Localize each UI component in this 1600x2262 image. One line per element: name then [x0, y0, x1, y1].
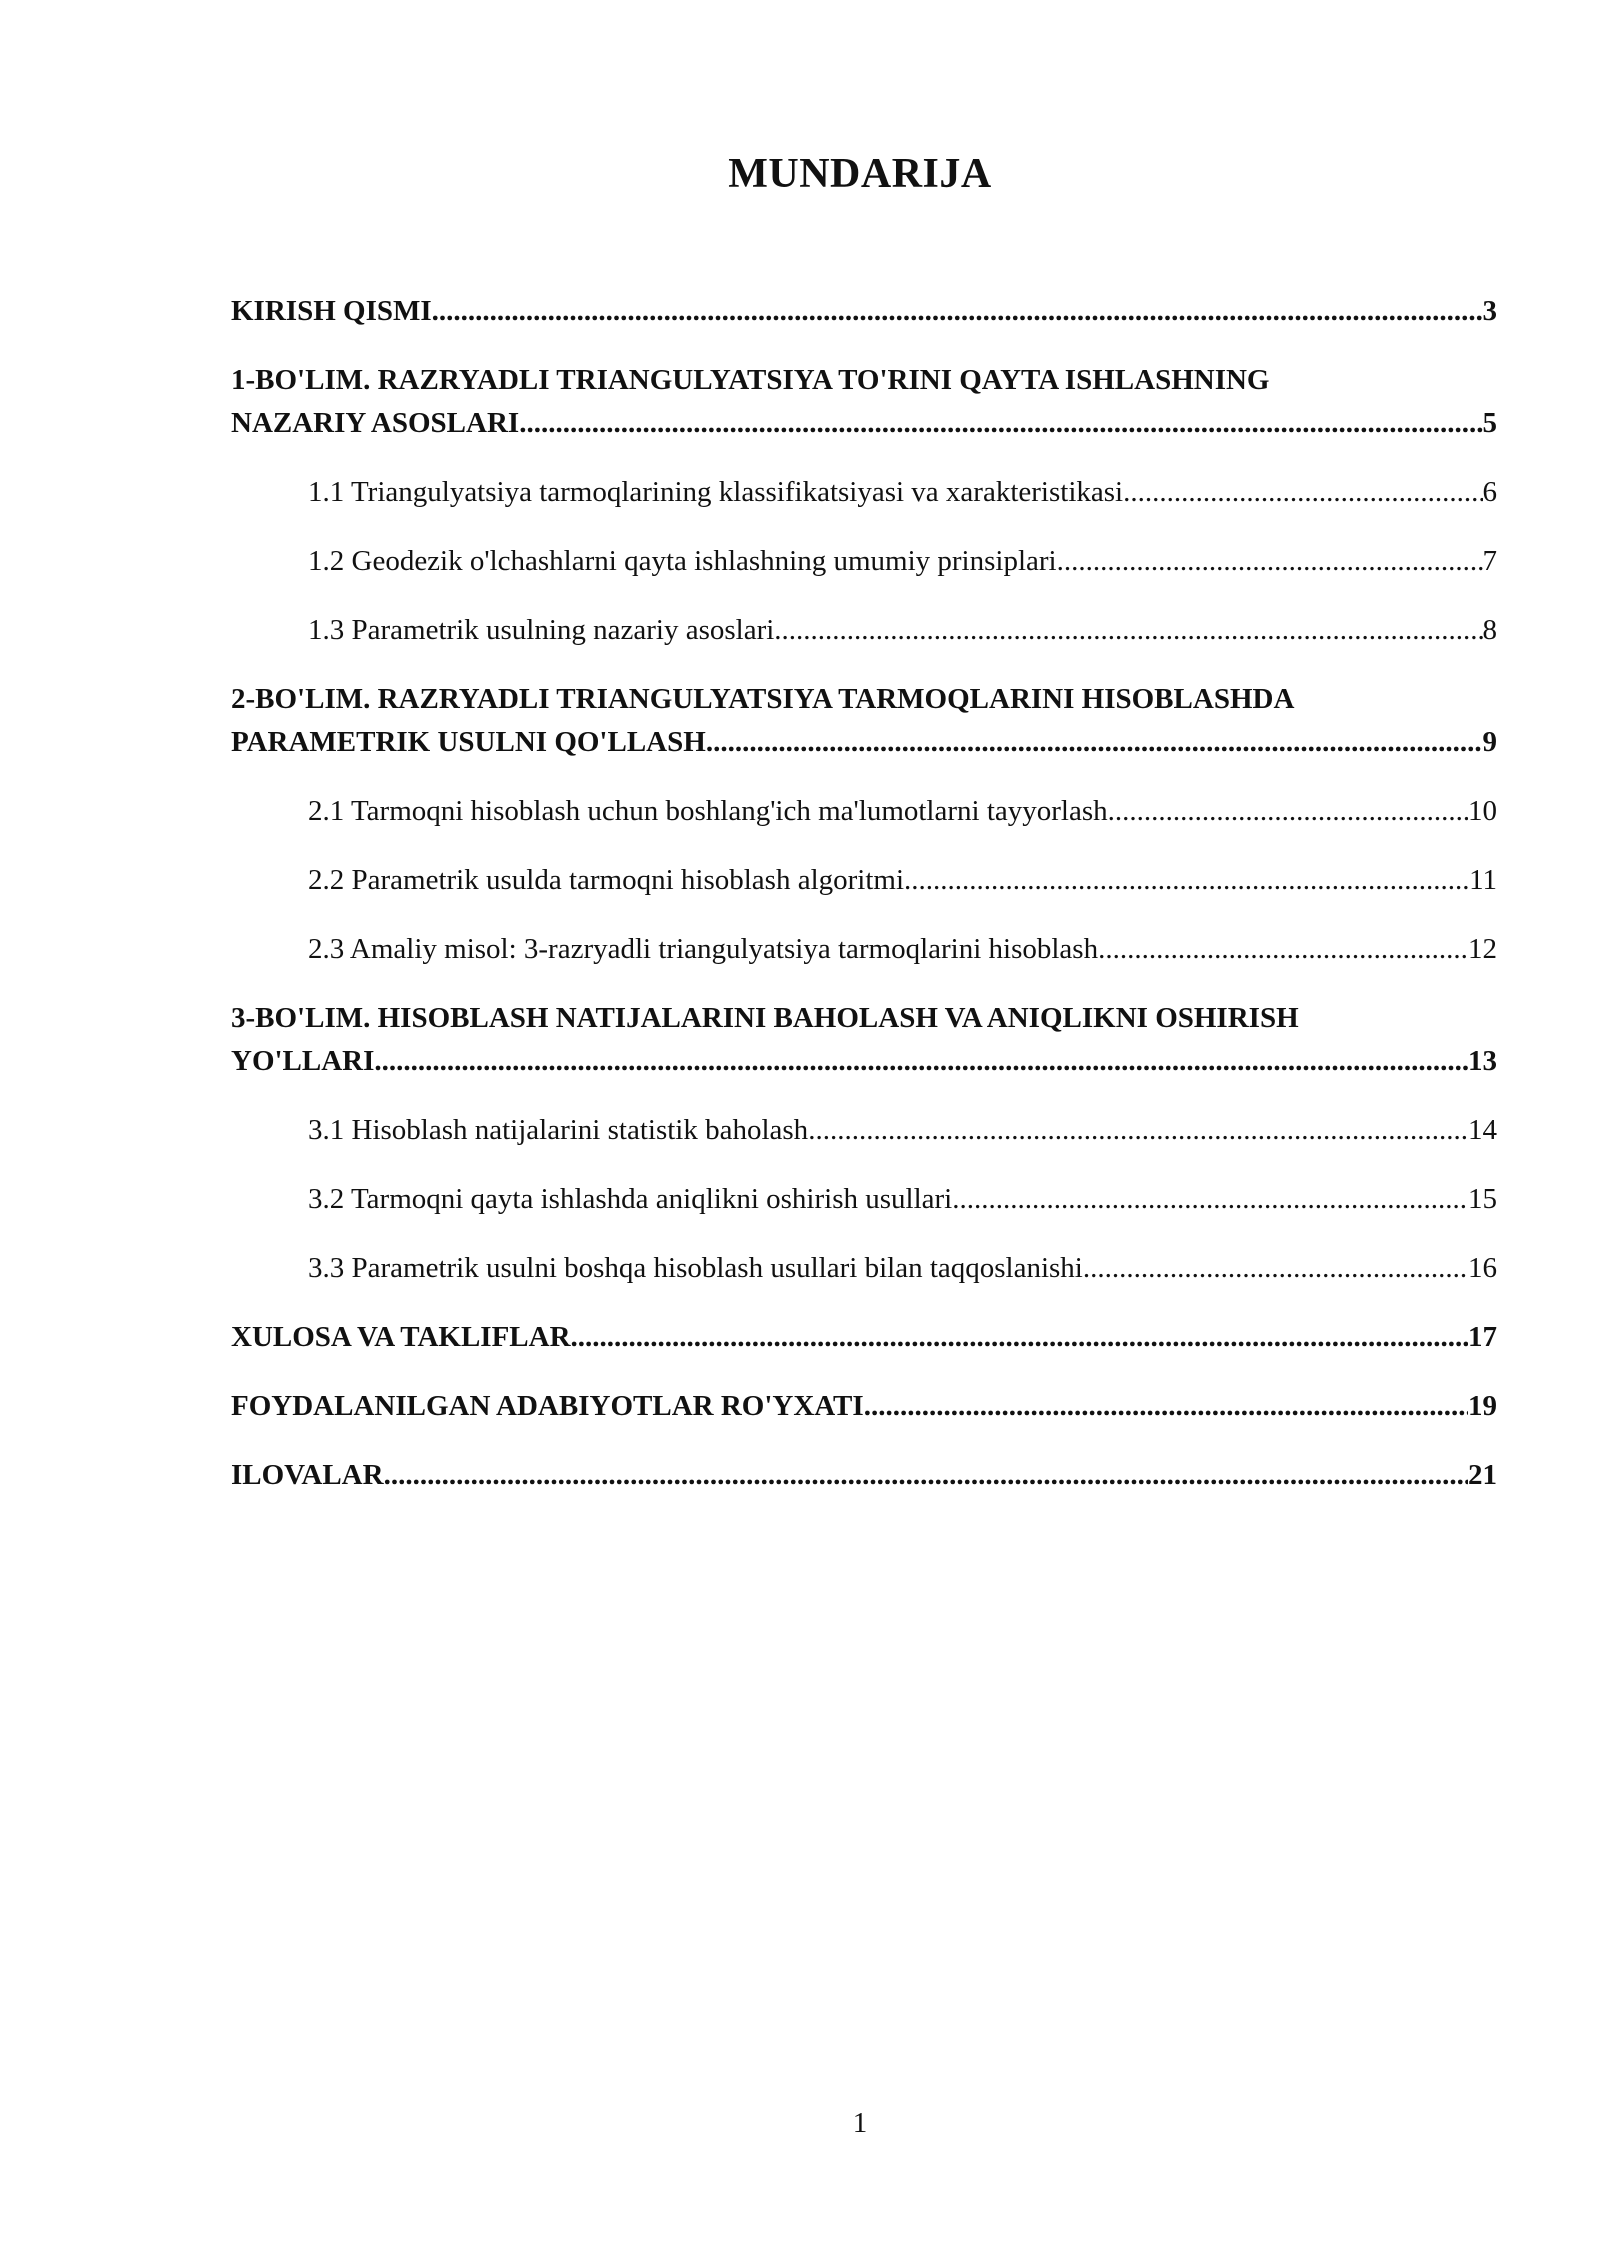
toc-dot-leader: [864, 1385, 1468, 1428]
toc-entry[interactable]: [231, 1316, 1497, 1359]
toc-entry-line: [231, 402, 1497, 445]
toc-entry-title: 1.2 Geodezik o'lchashlarni qayta ishlashning umumiy prinsiplari: [308, 545, 1057, 577]
toc-entry-heading-first-line: 1-BO'LIM. RAZRYADLI TRIANGULYATSIYA TO'RINI QAYTA ISHLASHNING: [231, 364, 1270, 396]
toc-dot-leader: [1108, 790, 1468, 833]
toc-entry-page-number: 9: [1482, 726, 1497, 758]
toc-entry-title: 1.1 Triangulyatsiya tarmoqlarining klassifikatsiyasi va xarakteristikasi: [308, 476, 1124, 508]
toc-entry-line: [308, 471, 1497, 514]
toc-dot-leader: [571, 1316, 1468, 1359]
toc-entry[interactable]: [231, 1385, 1497, 1428]
toc-entry-page-number: 12: [1468, 933, 1497, 965]
toc-entry-title: ILOVALAR: [231, 1459, 384, 1491]
toc-entry-page-number: 15: [1468, 1183, 1497, 1215]
toc-dot-leader: [904, 859, 1469, 902]
toc-entry[interactable]: [231, 678, 1497, 764]
toc-entry-title: KIRISH QISMI: [231, 295, 432, 327]
page-title: MUNDARIJA: [728, 151, 992, 197]
toc-dot-leader: [1123, 471, 1482, 514]
toc-entry-page-number: 11: [1469, 864, 1497, 896]
toc-dot-leader: [774, 609, 1482, 652]
toc-entry[interactable]: [231, 1454, 1497, 1497]
toc-entry-page-number: 21: [1468, 1459, 1497, 1491]
table-of-contents: [231, 290, 1497, 1523]
toc-entry-title: 3.3 Parametrik usulni boshqa hisoblash usullari bilan taqqoslanishi: [308, 1252, 1083, 1284]
toc-dot-leader: [374, 1040, 1468, 1083]
toc-entry[interactable]: [231, 609, 1497, 652]
toc-dot-leader: [952, 1178, 1468, 1221]
toc-entry-line: [308, 928, 1497, 971]
toc-entry-title: 2.3 Amaliy misol: 3-razryadli triangulyatsiya tarmoqlarini hisoblash: [308, 933, 1099, 965]
toc-entry-page-number: 14: [1468, 1114, 1497, 1146]
toc-entry-line: [308, 859, 1497, 902]
toc-entry[interactable]: [231, 790, 1497, 833]
toc-entry-page-number: 16: [1468, 1252, 1497, 1284]
toc-entry-page-number: 5: [1482, 407, 1497, 439]
toc-dot-leader: [1098, 928, 1468, 971]
toc-entry-line: [231, 1316, 1497, 1359]
toc-entry-page-number: 8: [1482, 614, 1497, 646]
toc-entry-line: [231, 721, 1497, 764]
toc-entry-line: [231, 1040, 1497, 1083]
toc-entry-page-number: 17: [1468, 1321, 1497, 1353]
toc-entry-line: [231, 1454, 1497, 1497]
toc-entry[interactable]: [231, 859, 1497, 902]
toc-entry-title: 1.3 Parametrik usulning nazariy asoslari: [308, 614, 775, 646]
toc-entry-line: [231, 1385, 1497, 1428]
toc-dot-leader: [384, 1454, 1468, 1497]
toc-entry-title: 2.1 Tarmoqni hisoblash uchun boshlang'ich ma'lumotlarni tayyorlash: [308, 795, 1108, 827]
toc-entry[interactable]: [231, 1178, 1497, 1221]
toc-entry-title: XULOSA VA TAKLIFLAR: [231, 1321, 571, 1353]
toc-entry-page-number: 3: [1482, 295, 1497, 327]
toc-entry-page-number: 19: [1468, 1390, 1497, 1422]
toc-entry-line: [308, 1109, 1497, 1152]
toc-entry[interactable]: [231, 471, 1497, 514]
page-number: 1: [852, 2107, 868, 2139]
toc-entry[interactable]: [231, 1109, 1497, 1152]
toc-dot-leader: [1057, 540, 1483, 583]
toc-entry[interactable]: [231, 290, 1497, 333]
toc-entry[interactable]: [231, 359, 1497, 445]
toc-entry-line: [308, 609, 1497, 652]
toc-entry-title: YO'LLARI: [231, 1045, 375, 1077]
toc-entry-title: 3.2 Tarmoqni qayta ishlashda aniqlikni oshirish usullari: [308, 1183, 953, 1215]
toc-entry-heading-first-line: 2-BO'LIM. RAZRYADLI TRIANGULYATSIYA TARMOQLARINI HISOBLASHDA: [231, 683, 1295, 715]
toc-entry-line: [308, 540, 1497, 583]
toc-entry[interactable]: [231, 1247, 1497, 1290]
toc-entry-title: 2.2 Parametrik usulda tarmoqni hisoblash algoritmi: [308, 864, 905, 896]
toc-entry-title: NAZARIY ASOSLARI: [231, 407, 520, 439]
toc-entry-line: [308, 790, 1497, 833]
toc-entry-line: [308, 1247, 1497, 1290]
toc-entry[interactable]: [231, 997, 1497, 1083]
toc-entry-title: PARAMETRIK USULNI QO'LLASH: [231, 726, 706, 758]
toc-entry-page-number: 10: [1468, 795, 1497, 827]
toc-dot-leader: [1083, 1247, 1468, 1290]
toc-dot-leader: [706, 721, 1483, 764]
toc-dot-leader: [432, 290, 1483, 333]
toc-entry-line: [231, 290, 1497, 333]
toc-dot-leader: [519, 402, 1482, 445]
toc-entry-page-number: 7: [1482, 545, 1497, 577]
toc-dot-leader: [808, 1109, 1468, 1152]
toc-entry-title: FOYDALANILGAN ADABIYOTLAR RO'YXATI: [231, 1390, 864, 1422]
toc-entry-heading-first-line: 3-BO'LIM. HISOBLASH NATIJALARINI BAHOLASH VA ANIQLIKNI OSHIRISH: [231, 1002, 1299, 1034]
toc-entry-page-number: 6: [1482, 476, 1497, 508]
toc-entry[interactable]: [231, 928, 1497, 971]
toc-entry-line: [308, 1178, 1497, 1221]
toc-entry-title: 3.1 Hisoblash natijalarini statistik baholash: [308, 1114, 809, 1146]
toc-entry-page-number: 13: [1468, 1045, 1497, 1077]
toc-entry[interactable]: [231, 540, 1497, 583]
